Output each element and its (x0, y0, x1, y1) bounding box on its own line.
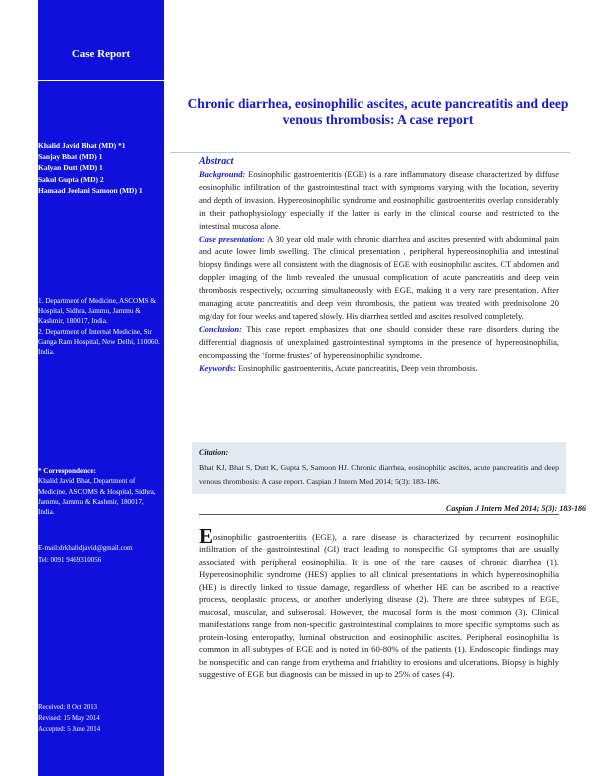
keywords-text: Eosinophilic gastroenteritis, Acute pancreatitis, Deep vein thrombosis. (237, 362, 478, 373)
revised-date: Revised: 15 May 2014 (38, 715, 100, 723)
background-text: Eosinophilic gastroenteritis (EGE) is a rare inflammatory disease characterized by diffuse eosinophilic infiltration of the gastrointestinal tract with symptoms varying with the location, severity and depth of invasion. Hypereosinophilic syndrome and eosinophilic gastroenteritis overlap considerably in their pathophysiology especially if the latter is early in the clinical course and restricted to the intestinal mucosa alone. (199, 169, 559, 231)
author-list (38, 140, 164, 196)
journal-reference: Caspian J Intern Med 2014; 5(3): 183-186 (445, 504, 586, 513)
correspondence (38, 466, 162, 517)
citation-box (192, 442, 566, 494)
abstract-keywords (199, 362, 559, 375)
journal-rule (199, 514, 559, 515)
case-label: Case presentation: (199, 233, 265, 244)
article-dates (38, 702, 162, 736)
background-label: Background: (199, 169, 246, 179)
article-title: Chronic diarrhea, eosinophilic ascites, acute pancreatitis and deep venous thrombosis: A case report (187, 96, 569, 127)
email-text[interactable]: E-mail:drkhalidjavid@gmail.com (38, 544, 133, 552)
section-label: Case Report (71, 48, 131, 60)
contact-info (38, 543, 162, 566)
abstract-background (199, 168, 559, 233)
sidebar-divider (38, 80, 164, 81)
title-rule (170, 152, 570, 153)
abstract-case (199, 233, 559, 323)
body-text: osinophilic gastroenteritis (EGE), a rare disease is characterized by recurrent eosinophilic infiltration of the gastrointestinal (GI) tract leading to nonspecific GI symptoms that are usually associated with peripheral eosinophilia. It is one of the rare causes of chronic diarrhea (1). Hypereosinophilic syndrome (HES) applies to all clinical presentations in which hypereosinophilia (HE) is directly linked to tissue damage, regardless of whether HE can be ascribed to a reactive process, neoplastic process, or another underlying disease (2). There are three subtypes of EGE, mucosal, muscular, and subserosal. However, the mucosal form is the most common (3). Clinical manifestations range from non-specific gastrointestinal complaints to more specific symptoms such as protein-losing enteropathy, luminal obstruction and eosinophilic ascites. Peripheral eosinophilia is common in all subtypes of EGE and is noted in 60-80% of the patients (1). Endoscopic findings may be nonspecific and can range from erythema and friability to erosions and ulcerations. Biopsy is highly suggestive of EGE but diagnosis can be missed in up to 25% of cases (4). (199, 532, 559, 679)
drop-cap: E (199, 524, 214, 548)
tel-text: Tel: 0091 9469310056 (38, 555, 102, 564)
conclusion-text: This case report emphasizes that one should consider these rare disorders during the differential diagnosis of unexplained gastrointestinal symptoms in the presence of hypereosinophilia, encompassing the ‘forme frustes’ of hypereosinophilic syndrome. (199, 323, 559, 360)
author-name: Sanjay Bhat (MD) 1 (38, 152, 103, 162)
keywords-label: Keywords: (199, 362, 236, 373)
conclusion-label: Conclusion: (199, 323, 242, 334)
author-name: Khalid Javid Bhat (MD) *1 (38, 141, 126, 150)
author-name: Sakul Gupta (MD) 2 (38, 174, 104, 184)
affiliation-item: 1. Department of Medicine, ASCOMS & Hospital, Sidhra, Jammu, Jammu & Kashmir, 180017, India. (38, 297, 156, 326)
abstract-heading: Abstract (199, 156, 234, 167)
citation-heading: Citation: (199, 448, 229, 457)
affiliation-item: 2. Department of Internal Medicine, Sir Ganga Ram Hospital, New Delhi, 110060. India. (38, 327, 160, 357)
received-date: Received: 8 Oct 2013 (38, 704, 98, 711)
accepted-date: Accepted: 5 June 2014 (38, 726, 101, 734)
body-paragraph (199, 524, 559, 680)
correspondence-text: Khalid Javid Bhat, Department of Medicine, ASCOMS & Hospital, Sidhra, Jammu, Jammu & Kashmir, 180017, India. (38, 477, 156, 517)
correspondence-label: * Correspondence: (38, 467, 96, 475)
affiliations (38, 296, 162, 357)
author-name: Kalyan Dutt (MD) 1 (38, 163, 103, 173)
sidebar (38, 0, 164, 776)
author-name: Hamaad Jeelani Samoon (MD) 1 (38, 185, 143, 195)
abstract-conclusion (199, 323, 559, 362)
citation-text: Bhat KJ, Bhat S, Dutt K, Gupta S, Samoon HJ. Chronic diarrhea, eosinophilic ascites, acute pancreatitis and deep venous thrombosis: A case report. Caspian J Intern Med 2014; 5(3): 183-186. (199, 463, 559, 486)
abstract (199, 156, 559, 375)
case-text: A 30 year old male with chronic diarrhea and ascites presented with abdominal pain and acute lower limb swelling. The clinical presentation , peripheral hypereosinophilia and intestinal biopsy findings were all consistent with the diagnosis of EGE with eosinophilic ascites. CT abdomen and doppler imaging of the limb revealed the unusual complication of acute pancreatitis and deep vein thrombosis respectively, occurring simultaneously with EGE, making it a very rare presentation. After managing acute pancreatitis and deep vein thrombosis, the patient was treated with prednisolone 20 mg/day for four weeks and tapered slowly. His diarrhea settled and ascites resolved completely. (199, 233, 560, 321)
